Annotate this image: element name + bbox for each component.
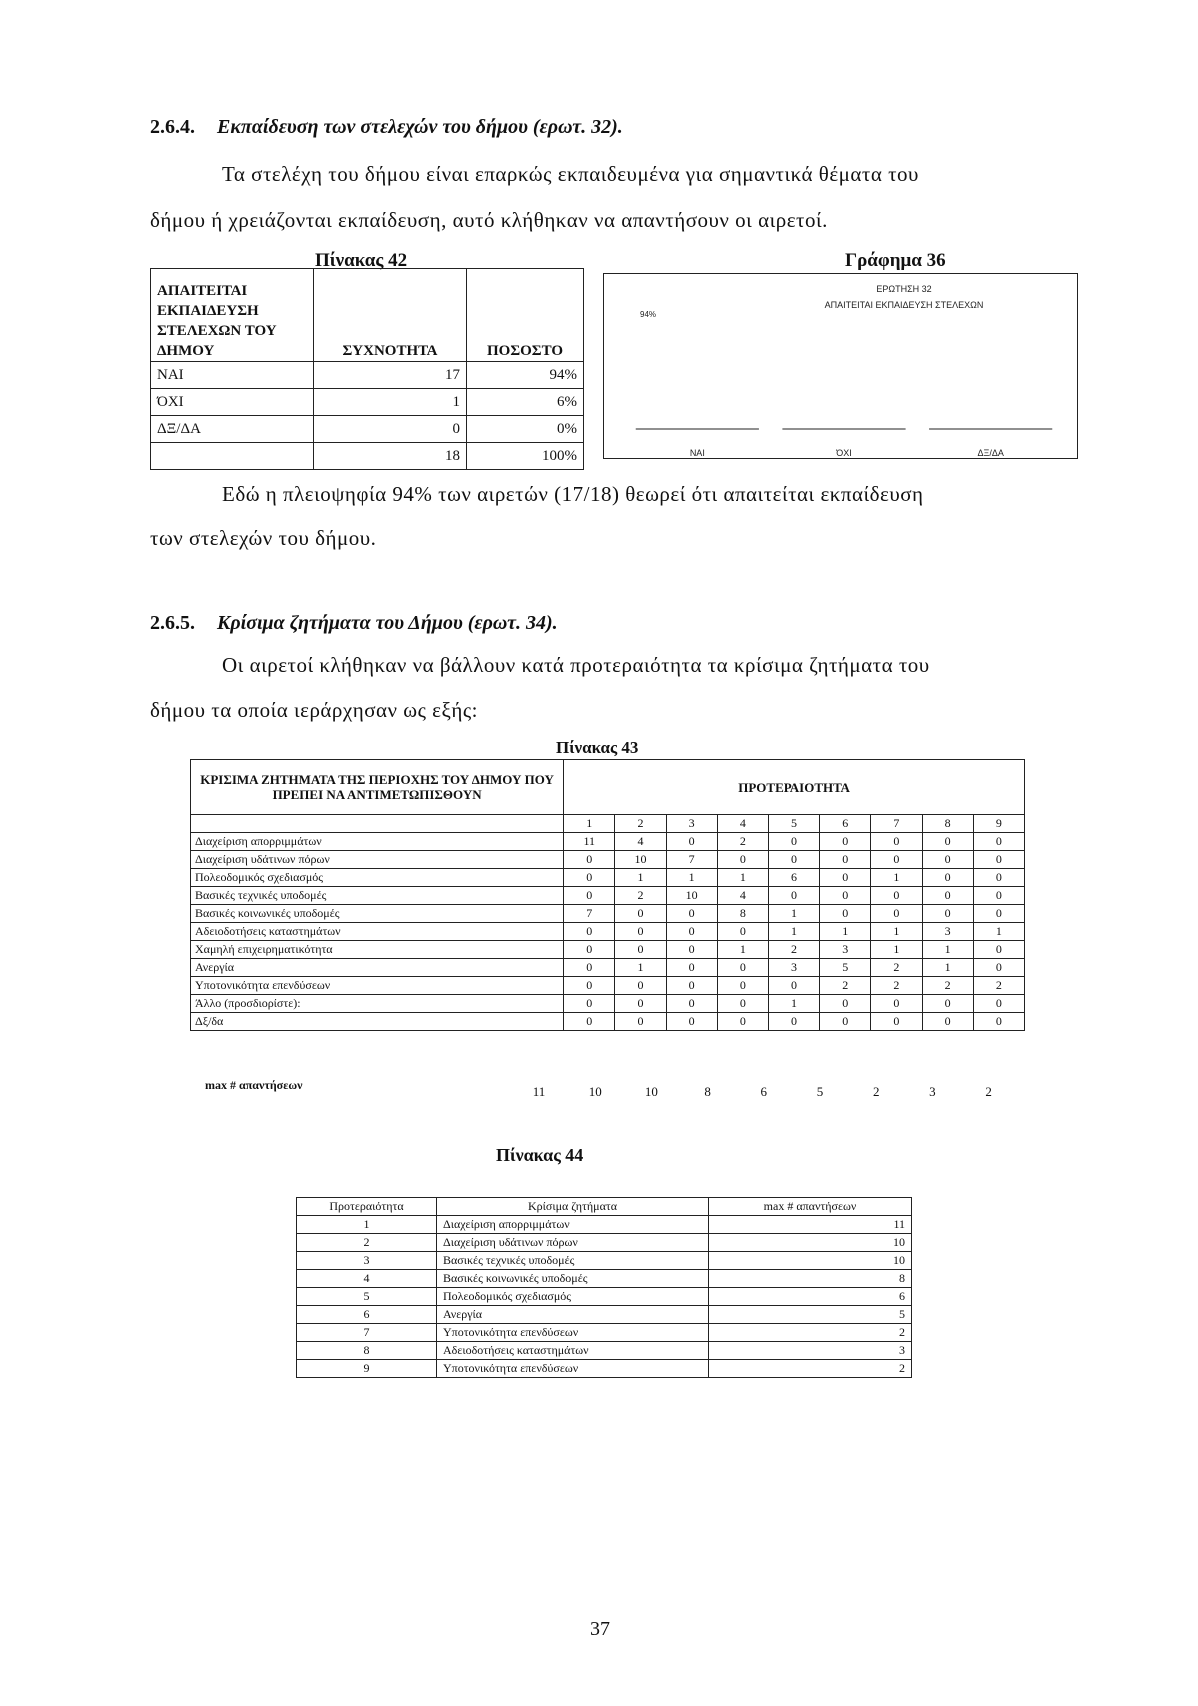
chart-bar-0 <box>667 307 729 444</box>
row-label: ΝΑΙ <box>151 362 314 389</box>
intro-paragraph-line: Τα στελέχη του δήμου είναι επαρκώς εκπαιδευμένα για σημαντικά θέματα του <box>222 162 919 186</box>
count-cell: 0 <box>922 887 973 905</box>
count-cell: 0 <box>871 851 922 869</box>
max-cell: 8 <box>709 1270 912 1288</box>
issue-cell: Διαχείριση υδάτινων πόρων <box>437 1234 709 1252</box>
count-cell: 0 <box>768 833 819 851</box>
count-cell: 0 <box>768 977 819 995</box>
table-row <box>191 1013 1025 1031</box>
section-heading-2 <box>150 612 558 635</box>
issue-label: Άλλο (προσδιορίστε): <box>191 995 564 1013</box>
max-cell: 5 <box>709 1306 912 1324</box>
table-body <box>191 815 1025 1031</box>
max-value: 8 <box>704 1084 711 1099</box>
count-cell: 7 <box>564 905 615 923</box>
table-caption: Πίνακας 42 <box>315 250 408 271</box>
header-cell: ΣΥΧΝΟΤΗΤΑ <box>314 269 467 362</box>
priority-cell: 2 <box>297 1234 437 1252</box>
table-row <box>297 1324 912 1342</box>
issue-cell: Ανεργία <box>437 1306 709 1324</box>
count-cell: 1 <box>717 941 768 959</box>
count-cell: 2 <box>871 977 922 995</box>
count-cell: 3 <box>820 941 871 959</box>
table-row <box>297 1252 912 1270</box>
chart-category-label: ΌΧΙ <box>836 448 852 458</box>
count-cell: 0 <box>768 887 819 905</box>
header-cell: ΠΟΣΟΣΤΟ <box>467 269 584 362</box>
chart-data-label: 94% <box>640 310 657 319</box>
table-header-row <box>151 269 584 362</box>
table-row <box>297 1270 912 1288</box>
table-total-row <box>151 443 584 470</box>
table-row <box>191 941 1025 959</box>
max-value: 11 <box>532 1084 546 1099</box>
table-body <box>297 1216 912 1378</box>
count-cell: 5 <box>820 959 871 977</box>
priority-cell: 9 <box>297 1360 437 1378</box>
chart-category-label: ΔΞ/ΔΑ <box>977 448 1004 458</box>
count-cell: 0 <box>820 851 871 869</box>
header-cell: Προτεραιότητα <box>297 1198 437 1216</box>
issue-label: Ανεργία <box>191 959 564 977</box>
issue-label: Υποτονικότητα επενδύσεων <box>191 977 564 995</box>
table-row <box>191 851 1025 869</box>
count-cell: 0 <box>871 995 922 1013</box>
count-cell: 3 <box>922 923 973 941</box>
summary-line: Εδώ η πλειοψηφία 94% των αιρετών (17/18) θεωρεί ότι απαιτείται εκπαίδευση <box>222 482 924 506</box>
count-cell: 0 <box>973 959 1024 977</box>
issue-cell: Διαχείριση απορριμμάτων <box>437 1216 709 1234</box>
count-cell: 0 <box>564 851 615 869</box>
count-cell: 2 <box>871 959 922 977</box>
count-cell: 0 <box>973 869 1024 887</box>
count-cell: 6 <box>768 869 819 887</box>
count-cell: 1 <box>871 941 922 959</box>
section-heading-1 <box>150 116 623 139</box>
count-cell: 0 <box>717 923 768 941</box>
freq-cell: 18 <box>314 443 467 470</box>
count-cell: 0 <box>666 905 717 923</box>
freq-cell: 0 <box>314 416 467 443</box>
count-cell: 0 <box>717 977 768 995</box>
count-cell: 0 <box>615 923 666 941</box>
count-cell: 2 <box>973 977 1024 995</box>
count-cell: 1 <box>973 923 1024 941</box>
max-value: 2 <box>985 1084 992 1099</box>
priority-cell: 3 <box>297 1252 437 1270</box>
pct-cell: 94% <box>467 362 584 389</box>
chart-bar-1 <box>813 435 875 444</box>
count-cell: 7 <box>666 851 717 869</box>
count-cell: 0 <box>717 995 768 1013</box>
count-cell: 0 <box>615 941 666 959</box>
table-row <box>191 887 1025 905</box>
max-value: 3 <box>929 1084 936 1099</box>
count-cell: 0 <box>973 905 1024 923</box>
count-cell: 1 <box>871 869 922 887</box>
count-cell: 0 <box>564 977 615 995</box>
table-42 <box>150 268 584 470</box>
count-cell: 0 <box>871 887 922 905</box>
issue-cell: Βασικές τεχνικές υποδομές <box>437 1252 709 1270</box>
count-cell: 0 <box>820 905 871 923</box>
count-cell: 2 <box>717 833 768 851</box>
count-cell: 0 <box>717 1013 768 1031</box>
header-cell-issues: ΚΡΙΣΙΜΑ ΖΗΤΗΜΑΤΑ ΤΗΣ ΠΕΡΙΟΧΗΣ ΤΟΥ ΔΗΜΟΥ ΠΟΥ ΠΡΕΠΕΙ ΝΑ ΑΝΤΙΜΕΤΩΠΙΣΘΟΥΝ <box>191 760 564 815</box>
count-cell: 0 <box>820 887 871 905</box>
section-number: 2.6.5. <box>150 612 195 634</box>
max-value: 10 <box>644 1084 658 1099</box>
table-row <box>297 1216 912 1234</box>
section-title: Κρίσιμα ζητήματα του Δήμου (ερωτ. 34). <box>217 612 558 634</box>
count-cell: 2 <box>615 887 666 905</box>
priority-cell: 5 <box>297 1288 437 1306</box>
count-cell: 4 <box>717 887 768 905</box>
count-cell: 0 <box>564 941 615 959</box>
count-cell: 0 <box>615 1013 666 1031</box>
count-cell: 0 <box>973 1013 1024 1031</box>
section-title: Εκπαίδευση των στελεχών του δήμου (ερωτ. 32). <box>217 116 623 138</box>
count-cell: 0 <box>973 833 1024 851</box>
intro-paragraph-line: Οι αιρετοί κλήθηκαν να βάλλουν κατά προτεραιότητα τα κρίσιμα ζητήματα του <box>222 653 930 677</box>
priority-number: 5 <box>768 815 819 833</box>
chart-caption: Γράφημα 36 <box>845 250 946 271</box>
issue-label: Χαμηλή επιχειρηματικότητα <box>191 941 564 959</box>
count-cell: 11 <box>564 833 615 851</box>
count-cell: 0 <box>820 995 871 1013</box>
count-cell: 0 <box>564 995 615 1013</box>
table-row <box>151 362 584 389</box>
pct-cell: 0% <box>467 416 584 443</box>
count-cell: 0 <box>922 851 973 869</box>
table-row <box>191 833 1025 851</box>
count-cell: 2 <box>768 941 819 959</box>
issue-label: Πολεοδομικός σχεδιασμός <box>191 869 564 887</box>
count-cell: 0 <box>564 869 615 887</box>
count-cell: 0 <box>666 941 717 959</box>
table-row <box>191 869 1025 887</box>
priority-number: 3 <box>666 815 717 833</box>
count-cell: 3 <box>768 959 819 977</box>
count-cell: 2 <box>922 977 973 995</box>
count-cell: 0 <box>768 851 819 869</box>
max-value: 5 <box>816 1084 824 1099</box>
max-cell: 10 <box>709 1252 912 1270</box>
issue-cell: Πολεοδομικός σχεδιασμός <box>437 1288 709 1306</box>
table-row <box>297 1306 912 1324</box>
count-cell: 0 <box>820 1013 871 1031</box>
issue-label: Διαχείριση υδάτινων πόρων <box>191 851 564 869</box>
intro-paragraph-line: δήμου τα οποία ιεράρχησαν ως εξής: <box>150 698 478 722</box>
freq-cell: 1 <box>314 389 467 416</box>
count-cell: 0 <box>973 887 1024 905</box>
max-value: 6 <box>760 1084 768 1099</box>
issue-cell: Αδειοδοτήσεις καταστημάτων <box>437 1342 709 1360</box>
chart-title: ΕΡΩΤΗΣΗ 32 <box>876 284 932 294</box>
count-cell: 4 <box>615 833 666 851</box>
priority-cell: 4 <box>297 1270 437 1288</box>
priority-number-row <box>191 815 1025 833</box>
issue-label: Αδειοδοτήσεις καταστημάτων <box>191 923 564 941</box>
summary-line: των στελεχών του δήμου. <box>150 526 377 550</box>
table-44 <box>296 1197 912 1378</box>
header-cell: Κρίσιμα ζητήματα <box>437 1198 709 1216</box>
count-cell: 0 <box>871 833 922 851</box>
table-row <box>297 1342 912 1360</box>
max-cell: 2 <box>709 1324 912 1342</box>
table-row <box>297 1360 912 1378</box>
table-row <box>297 1234 912 1252</box>
table-43 <box>190 759 1025 1031</box>
issue-cell: Βασικές κοινωνικές υποδομές <box>437 1270 709 1288</box>
priority-number: 9 <box>973 815 1024 833</box>
count-cell: 1 <box>615 959 666 977</box>
issue-cell: Υποτονικότητα επενδύσεων <box>437 1324 709 1342</box>
count-cell: 0 <box>973 851 1024 869</box>
max-answers-label: max # απαντήσεων <box>205 1078 303 1092</box>
count-cell: 0 <box>973 941 1024 959</box>
count-cell: 1 <box>615 869 666 887</box>
count-cell: 0 <box>666 959 717 977</box>
max-value: 2 <box>872 1084 880 1099</box>
table-row <box>191 959 1025 977</box>
count-cell: 0 <box>615 995 666 1013</box>
count-cell: 1 <box>717 869 768 887</box>
count-cell: 0 <box>922 1013 973 1031</box>
issue-label: Βασικές κοινωνικές υποδομές <box>191 905 564 923</box>
count-cell: 1 <box>820 923 871 941</box>
chart-category-label: ΝΑΙ <box>689 448 705 458</box>
page-number: 37 <box>590 1618 610 1640</box>
priority-cell: 8 <box>297 1342 437 1360</box>
issue-label: Βασικές τεχνικές υποδομές <box>191 887 564 905</box>
count-cell: 0 <box>666 833 717 851</box>
count-cell: 1 <box>922 941 973 959</box>
count-cell: 0 <box>922 869 973 887</box>
header-cell-priority: ΠΡΟΤΕΡΑΙΟΤΗΤΑ <box>564 760 1025 815</box>
count-cell: 0 <box>922 833 973 851</box>
table-row <box>297 1288 912 1306</box>
chart-36 <box>603 273 1078 459</box>
priority-number: 6 <box>820 815 871 833</box>
row-label: ΔΞ/ΔΑ <box>151 416 314 443</box>
max-cell: 11 <box>709 1216 912 1234</box>
count-cell: 0 <box>820 869 871 887</box>
table-header-row <box>191 760 1025 815</box>
max-cell: 3 <box>709 1342 912 1360</box>
count-cell: 0 <box>871 1013 922 1031</box>
count-cell: 0 <box>666 995 717 1013</box>
table-row <box>151 416 584 443</box>
priority-number: 8 <box>922 815 973 833</box>
count-cell: 1 <box>922 959 973 977</box>
empty-cell <box>191 815 564 833</box>
table-row <box>191 905 1025 923</box>
count-cell: 10 <box>615 851 666 869</box>
priority-cell: 7 <box>297 1324 437 1342</box>
count-cell: 0 <box>871 905 922 923</box>
table-caption: Πίνακας 44 <box>496 1145 584 1165</box>
count-cell: 8 <box>717 905 768 923</box>
max-answers-row <box>519 1084 1025 1104</box>
freq-cell: 17 <box>314 362 467 389</box>
count-cell: 0 <box>564 1013 615 1031</box>
priority-number: 1 <box>564 815 615 833</box>
count-cell: 0 <box>564 959 615 977</box>
chart-subtitle: ΑΠΑΙΤΕΙΤΑΙ ΕΚΠΑΙΔΕΥΣΗ ΣΤΕΛΕΧΩΝ <box>824 300 984 310</box>
count-cell: 1 <box>768 923 819 941</box>
table-row <box>191 923 1025 941</box>
header-cell: ΑΠΑΙΤΕΙΤΑΙ ΕΚΠΑΙΔΕΥΣΗ ΣΤΕΛΕΧΩΝ ΤΟΥ ΔΗΜΟΥ <box>151 269 314 362</box>
count-cell: 0 <box>922 995 973 1013</box>
count-cell: 10 <box>666 887 717 905</box>
priority-number: 4 <box>717 815 768 833</box>
count-cell: 0 <box>768 1013 819 1031</box>
issue-cell: Υποτονικότητα επενδύσεων <box>437 1360 709 1378</box>
count-cell: 1 <box>768 995 819 1013</box>
max-value: 10 <box>588 1084 602 1099</box>
count-cell: 0 <box>564 887 615 905</box>
max-cell: 2 <box>709 1360 912 1378</box>
max-cell: 10 <box>709 1234 912 1252</box>
table-row <box>151 389 584 416</box>
table-header-row <box>297 1198 912 1216</box>
count-cell: 1 <box>768 905 819 923</box>
pct-cell: 100% <box>467 443 584 470</box>
table-row <box>191 977 1025 995</box>
issue-label: Δξ/δα <box>191 1013 564 1031</box>
count-cell: 1 <box>666 869 717 887</box>
count-cell: 0 <box>666 977 717 995</box>
priority-number: 2 <box>615 815 666 833</box>
header-cell: max # απαντήσεων <box>709 1198 912 1216</box>
count-cell: 0 <box>615 977 666 995</box>
count-cell: 0 <box>973 995 1024 1013</box>
count-cell: 0 <box>922 905 973 923</box>
table-caption: Πίνακας 43 <box>556 738 639 757</box>
row-label: ΌΧΙ <box>151 389 314 416</box>
pct-cell: 6% <box>467 389 584 416</box>
count-cell: 1 <box>871 923 922 941</box>
count-cell: 0 <box>615 905 666 923</box>
priority-cell: 1 <box>297 1216 437 1234</box>
count-cell: 0 <box>564 923 615 941</box>
row-label <box>151 443 314 470</box>
count-cell: 0 <box>820 833 871 851</box>
table-row <box>191 995 1025 1013</box>
max-cell: 6 <box>709 1288 912 1306</box>
count-cell: 0 <box>666 1013 717 1031</box>
count-cell: 0 <box>717 959 768 977</box>
intro-paragraph-line: δήμου ή χρειάζονται εκπαίδευση, αυτό κλήθηκαν να απαντήσουν οι αιρετοί. <box>150 208 828 232</box>
count-cell: 0 <box>717 851 768 869</box>
count-cell: 2 <box>820 977 871 995</box>
count-cell: 0 <box>666 923 717 941</box>
issue-label: Διαχείριση απορριμμάτων <box>191 833 564 851</box>
section-number: 2.6.4. <box>150 116 195 138</box>
priority-cell: 6 <box>297 1306 437 1324</box>
priority-number: 7 <box>871 815 922 833</box>
